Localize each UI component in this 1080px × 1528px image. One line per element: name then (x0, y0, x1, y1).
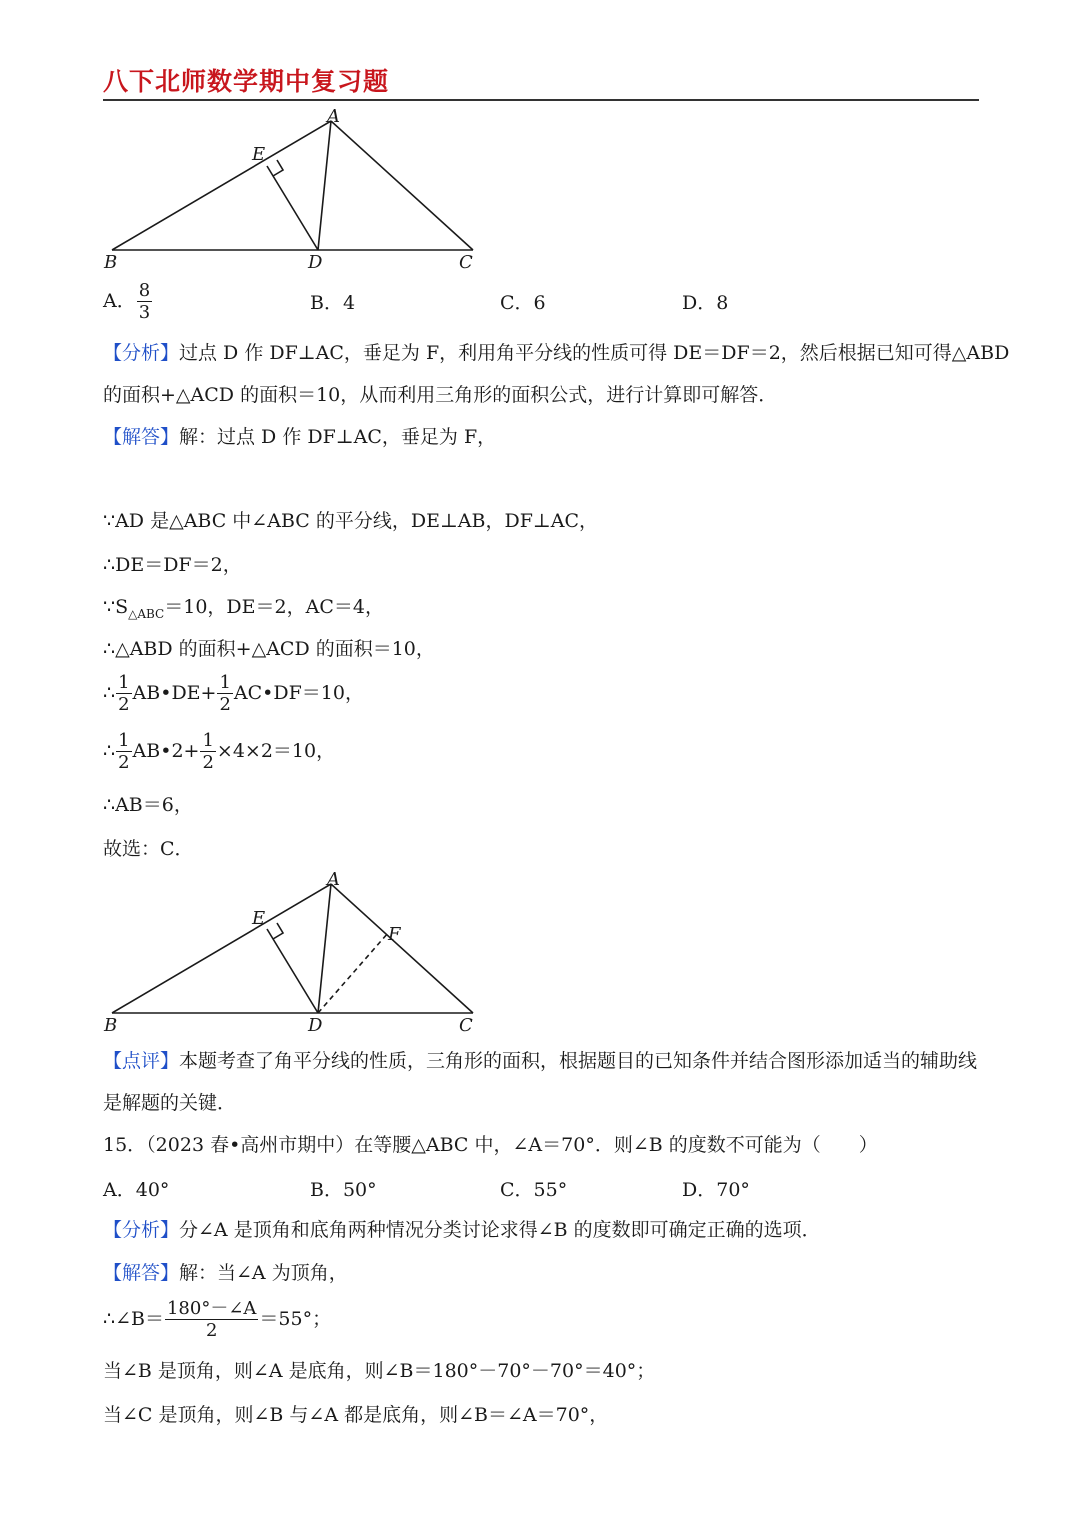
q14-comment-line-1: 【点评】本题考查了角平分线的性质，三角形的面积，根据题目的已知条件并结合图形添加适当的辅助线 (103, 1050, 978, 1072)
segment-ac (331, 884, 473, 1013)
segment-de (267, 929, 318, 1013)
right-angle-mark (273, 160, 283, 176)
segment-ba (112, 884, 331, 1013)
answer-tag: 【解答】 (103, 426, 180, 448)
q14-option-d: D．8 (682, 292, 729, 314)
answer-tag: 【解答】 (103, 1262, 180, 1284)
segment-ba (112, 121, 331, 250)
q14-option-b: B．4 (310, 292, 356, 314)
segment-ac (331, 121, 473, 250)
label-e: E (252, 908, 266, 929)
segment-ad (318, 884, 331, 1013)
q14-step-6: ∴ $\frac{1}{2}$ AB•2+ $\frac{1}{2}$ ×4×2＝10， (103, 730, 336, 773)
triangle-figure-1 (100, 105, 490, 275)
label-b: B (104, 252, 118, 273)
q14-step-3: $\because S_{\triangle ABC}=10$，DE＝2，AC＝4， (103, 596, 384, 621)
half-fraction: $\frac{1}{2}$ (202, 730, 214, 773)
angle-fraction: $\frac{180^\circ-\angle A}{2}$ (166, 1298, 257, 1341)
comment-tag: 【点评】 (103, 1050, 180, 1072)
header-divider (103, 99, 979, 101)
analysis-tag: 【分析】 (103, 1219, 180, 1241)
q14-option-a: A． $\frac{8}{3}$ (103, 280, 151, 323)
q15-option-a: A．40° (103, 1179, 170, 1201)
q14-analysis-line-2: 的面积+△ACD 的面积＝10，从而利用三角形的面积公式，进行计算即可解答． (103, 384, 778, 406)
q14-answer-line: 【解答】解：过点 D 作 DF⊥AC，垂足为 F， (103, 426, 497, 448)
q15-stem: 15．（2023 春•高州市期中）在等腰△ABC 中，∠A＝70°．则∠B 的度数不可能为（ ） (103, 1134, 878, 1156)
q14-option-c: C．6 (500, 292, 546, 314)
label-a: A (327, 869, 340, 890)
label-a: A (327, 106, 340, 127)
q15-option-d: D．70° (682, 1179, 750, 1201)
q14-step-4: ∴△ABD 的面积+△ACD 的面积＝10， (103, 638, 435, 660)
page-header-title: 八下北师数学期中复习题 (103, 67, 390, 96)
q14-step-7: ∴AB＝6， (103, 794, 193, 816)
q15-option-c: C．55° (500, 1179, 568, 1201)
q14-step-5: ∴ $\frac{1}{2}$ AB•DE+ $\frac{1}{2}$ AC•DF＝10， (103, 672, 364, 715)
segment-df-dashed (318, 933, 388, 1013)
q14-option-a-fraction: $\frac{8}{3}$ (138, 280, 151, 323)
label-c: C (459, 1015, 473, 1036)
half-fraction: $\frac{1}{2}$ (118, 730, 130, 773)
label-b: B (104, 1015, 118, 1036)
label-f: F (388, 924, 401, 945)
triangle-figure-2 (100, 868, 490, 1038)
label-c: C (459, 252, 473, 273)
q14-choice: 故选：C． (103, 838, 194, 860)
q15-option-b: B．50° (310, 1179, 377, 1201)
half-fraction: $\frac{1}{2}$ (219, 672, 231, 715)
q14-analysis-line-1: 【分析】过点 D 作 DF⊥AC，垂足为 F，利用角平分线的性质可得 DE＝DF＝2，然后根据已知可得△ABD (103, 342, 1010, 364)
analysis-tag: 【分析】 (103, 342, 180, 364)
q14-step-2: ∴DE＝DF＝2， (103, 554, 242, 576)
q14-step-1: ∵AD 是△ABC 中∠ABC 的平分线，DE⊥AB，DF⊥AC， (103, 510, 599, 532)
half-fraction: $\frac{1}{2}$ (118, 672, 130, 715)
segment-ad (318, 121, 331, 250)
q15-analysis-line: 【分析】分∠A 是顶角和底角两种情况分类讨论求得∠B 的度数即可确定正确的选项． (103, 1219, 821, 1241)
q15-answer-line: 【解答】解：当∠A 为顶角， (103, 1262, 348, 1284)
label-d: D (308, 252, 323, 273)
q14-comment-line-2: 是解题的关键． (103, 1092, 237, 1114)
q15-step-2: 当∠B 是顶角，则∠A 是底角，则∠B＝180°－70°－70°＝40°； (103, 1360, 656, 1382)
q15-step-3: 当∠C 是顶角，则∠B 与∠A 都是底角，则∠B＝∠A＝70°， (103, 1404, 609, 1426)
q15-step-1: ∴∠B＝ $\frac{180^\circ-\angle A}{2}$ ＝55°； (103, 1298, 332, 1341)
label-e: E (252, 144, 266, 165)
label-d: D (308, 1015, 323, 1036)
segment-de (267, 166, 318, 250)
right-angle-mark (273, 923, 283, 939)
